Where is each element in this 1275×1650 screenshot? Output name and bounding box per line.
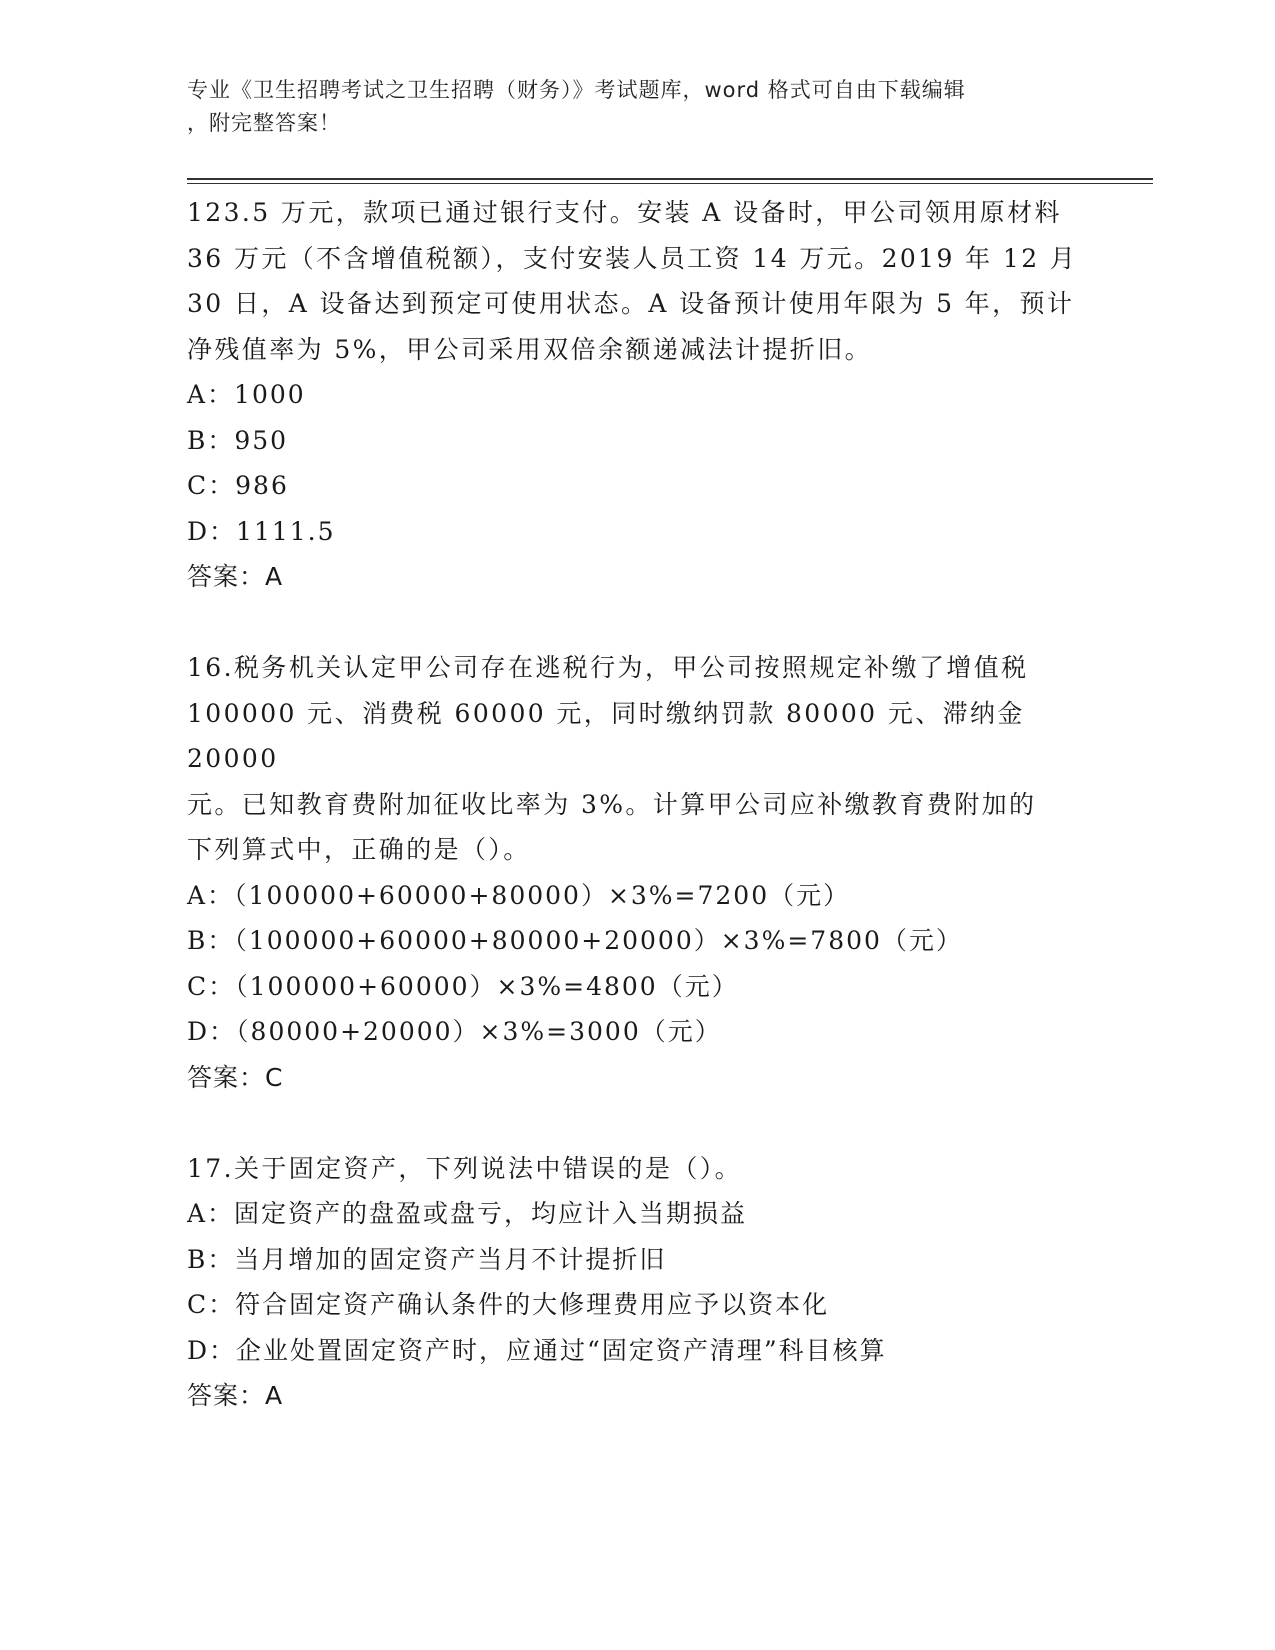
option-c: C：986 — [187, 471, 289, 500]
option-a: A：固定资产的盘盈或盘亏，均应计入当期损益 — [187, 1199, 748, 1228]
option-b: B：当月增加的固定资产当月不计提折旧 — [187, 1244, 667, 1274]
question-15-continued — [187, 190, 1087, 600]
option-a: A：（100000+60000+80000）×3%=7200（元） — [187, 880, 851, 910]
question-text-line: 元。已知教育费附加征收比率为 3%。计算甲公司应补缴教育费附加的 — [187, 789, 1037, 819]
option-c: C：符合固定资产确认条件的大修理费用应予以资本化 — [187, 1290, 830, 1319]
question-text-line: 123.5 万元，款项已通过银行支付。安装 A 设备时，甲公司领用原材料 — [187, 198, 1062, 227]
question-text-line: 16.税务机关认定甲公司存在逃税行为，甲公司按照规定补缴了增值税 — [187, 653, 1029, 682]
spacer — [187, 600, 1087, 646]
question-text-line: 30 日，A 设备达到预定可使用状态。A 设备预计使用年限为 5 年，预计 — [187, 289, 1075, 318]
header-line-2: ，附完整答案！ — [187, 111, 341, 135]
question-text-line: 17.关于固定资产，下列说法中错误的是（）。 — [187, 1153, 743, 1183]
header-line-1: 专业《卫生招聘考试之卫生招聘（财务）》考试题库，word 格式可自由下载编辑 — [187, 78, 966, 102]
question-16 — [187, 645, 1087, 1100]
question-text-line: 净残值率为 5%，甲公司采用双倍余额递减法计提折旧。 — [187, 334, 873, 364]
answer-line: 答案：A — [187, 562, 284, 591]
answer-line: 答案：C — [187, 1062, 284, 1092]
option-a: A：1000 — [187, 380, 306, 409]
spacer — [187, 1100, 1087, 1146]
question-text-line: 下列算式中，正确的是（）。 — [187, 835, 531, 864]
option-c: C：（100000+60000）×3%=4800（元） — [187, 971, 739, 1001]
question-text-line: 100000 元、消费税 60000 元，同时缴纳罚款 80000 元、滞纳金 20000 — [187, 698, 1025, 773]
option-b: B：950 — [187, 425, 289, 455]
document-body — [187, 190, 1087, 1419]
answer-line: 答案：A — [187, 1381, 284, 1410]
option-d: D：企业处置固定资产时，应通过“固定资产清理”科目核算 — [187, 1335, 887, 1365]
header-divider-thick — [187, 178, 1153, 180]
question-text-line: 36 万元（不含增值税额），支付安装人员工资 14 万元。2019 年 12 月 — [187, 243, 1078, 273]
header-divider-thin — [187, 183, 1153, 184]
option-d: D：（80000+20000）×3%=3000（元） — [187, 1017, 722, 1046]
page-header — [187, 74, 1067, 140]
option-d: D：1111.5 — [187, 516, 336, 546]
option-b: B：（100000+60000+80000+20000）×3%=7800（元） — [187, 926, 963, 955]
question-17 — [187, 1146, 1087, 1419]
